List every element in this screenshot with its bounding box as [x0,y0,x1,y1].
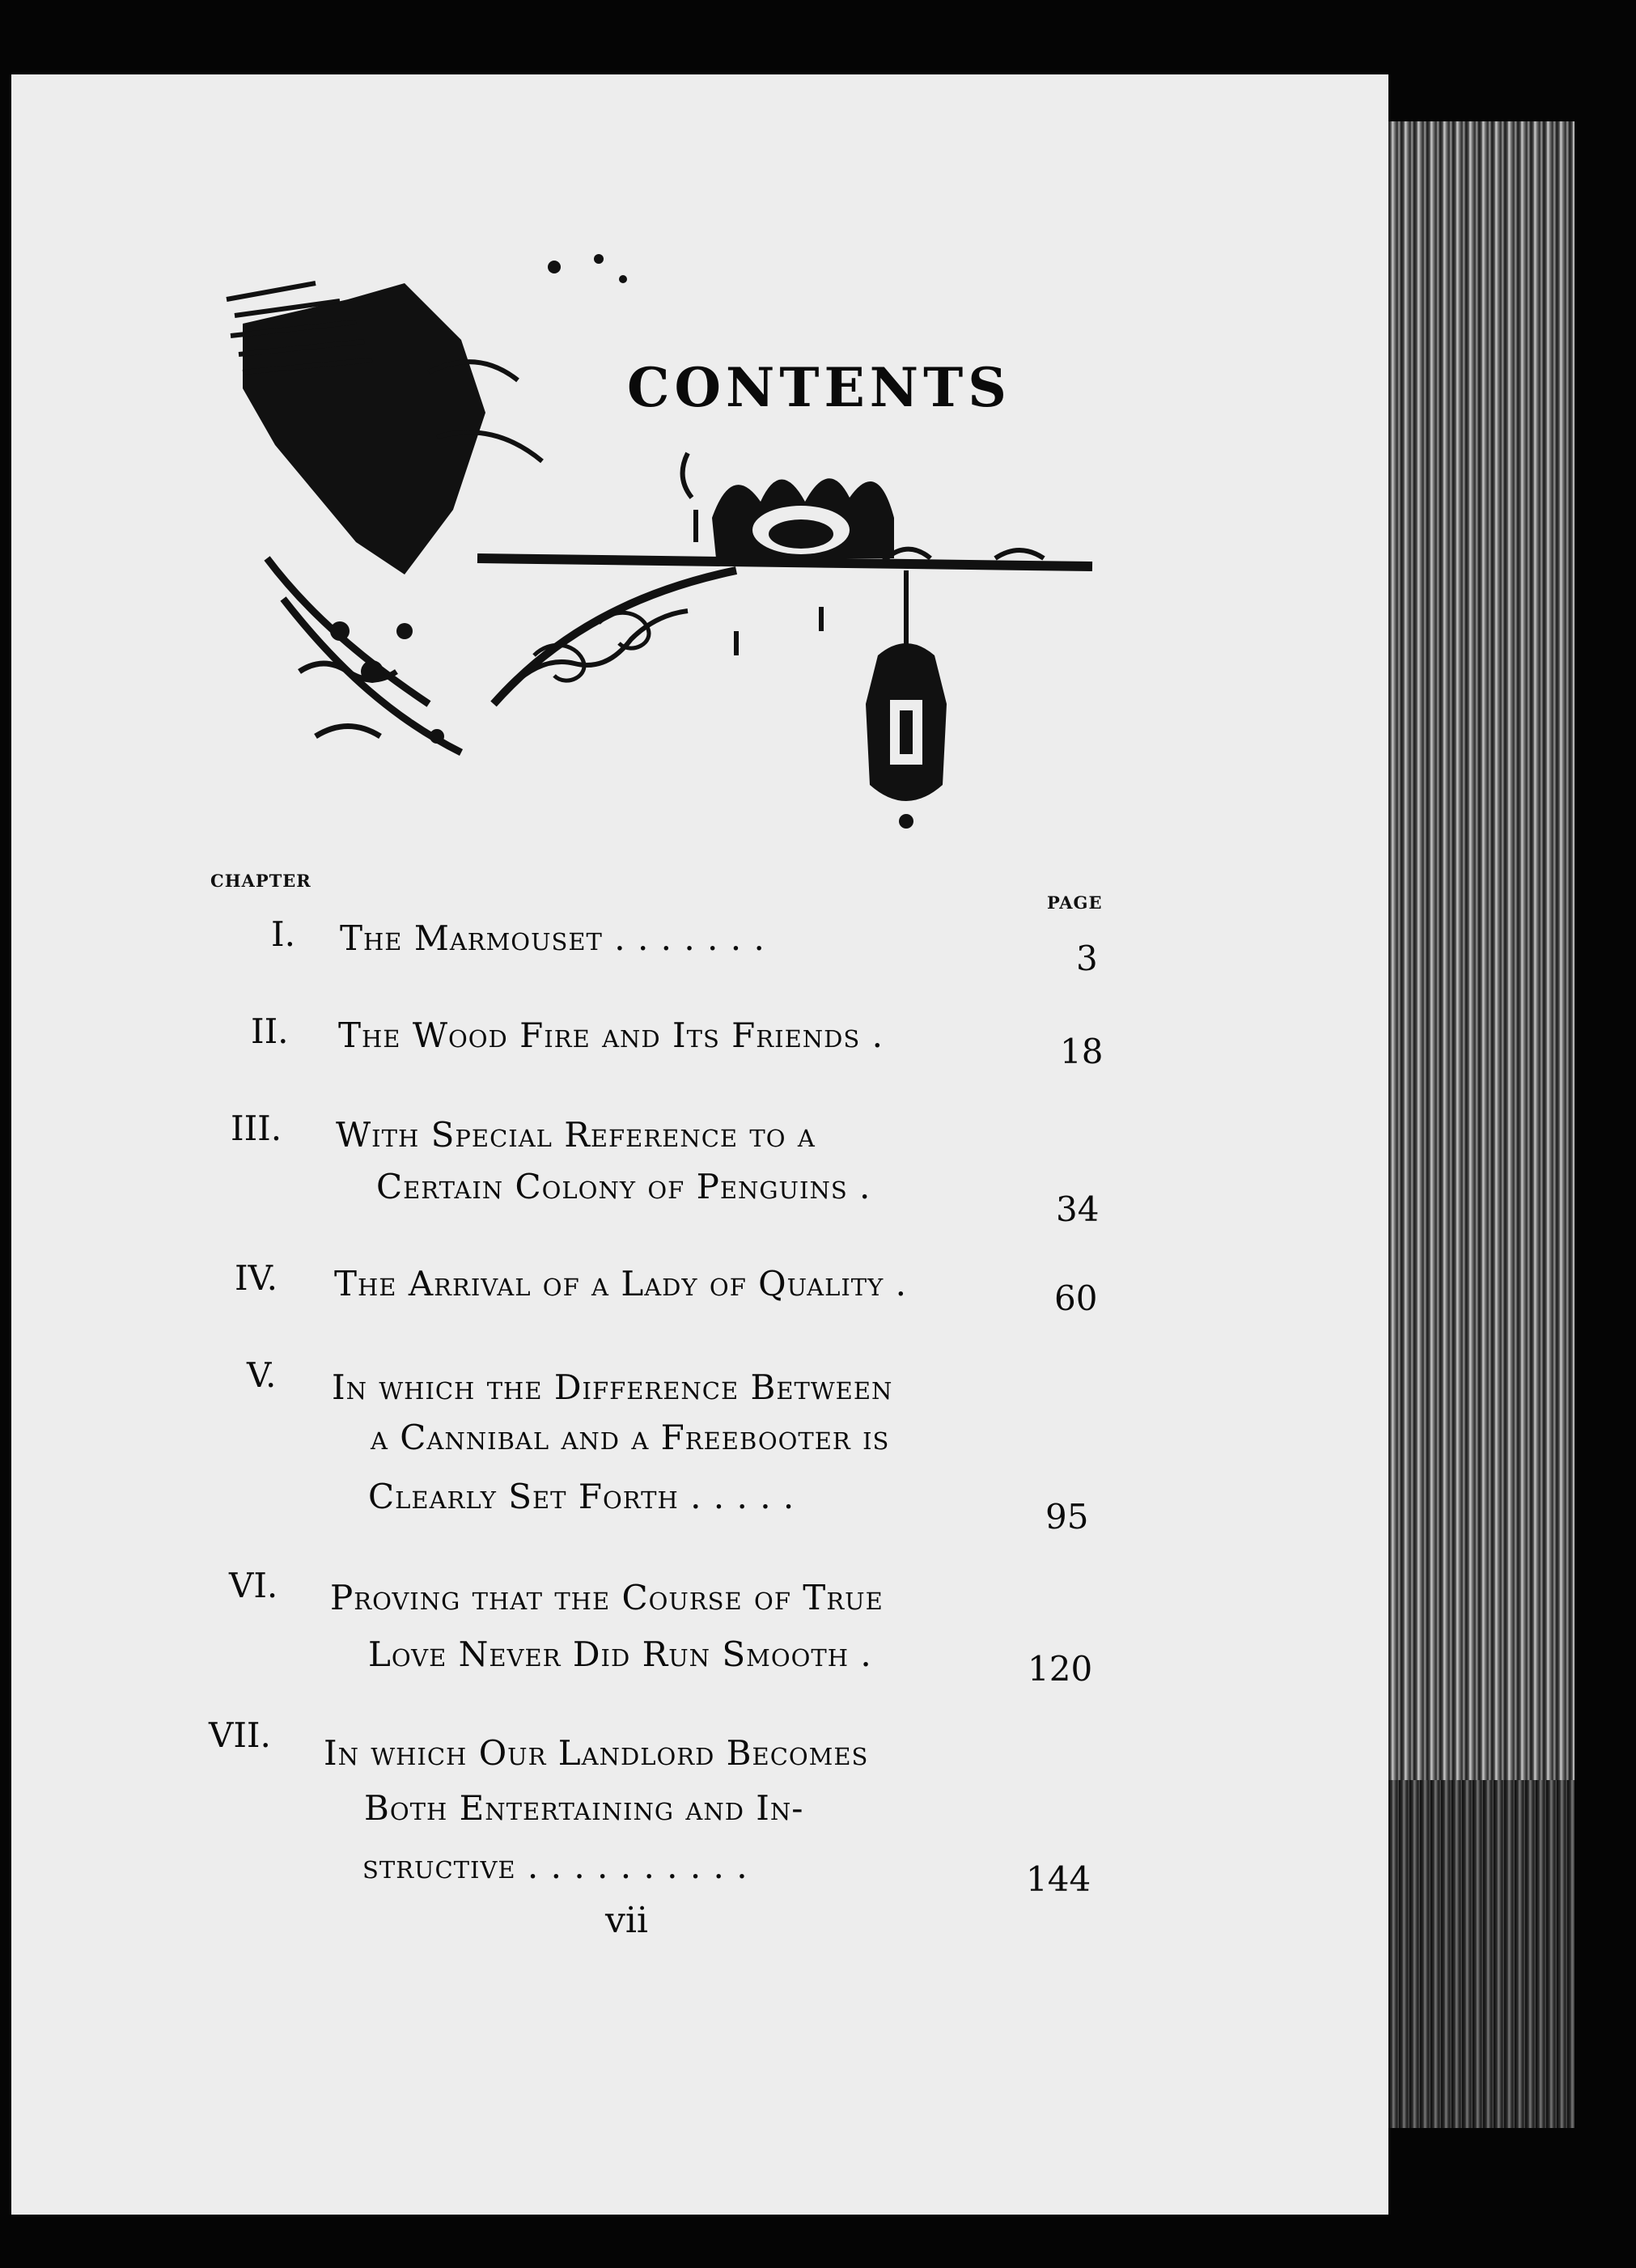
chapter-title: The Arrival of a Lady of Quality . [334,1264,907,1304]
page-number: 95 [1045,1497,1089,1537]
chapter-title: In which the Difference Between [332,1367,893,1407]
chapter-number: VII. [209,1715,271,1755]
chapter-title-continued: Both Entertaining and In- [364,1788,804,1828]
chapter-number: V. [247,1355,277,1395]
page-number: 144 [1026,1859,1091,1899]
page-number: 3 [1076,939,1098,978]
ornament-crown-lantern-bracket-icon [218,251,1108,866]
chapter-title: The Marmouset . . . . . . . [340,918,765,958]
chapter-title-continued: Clearly Set Forth . . . . . [368,1477,795,1516]
page-fore-edge [1388,121,1575,2128]
chapter-number: III. [231,1109,282,1148]
page-fore-edge-lower [1388,1780,1575,2128]
chapter-number: I. [271,914,295,954]
page-number: 34 [1056,1189,1100,1229]
page-title: CONTENTS [627,356,1011,419]
chapter-number: II. [251,1011,289,1051]
chapter-title-continued: a Cannibal and a Freebooter is [371,1418,890,1457]
page-number: 120 [1028,1649,1093,1689]
chapter-title: The Wood Fire and Its Friends . [338,1015,884,1055]
page-column-header: PAGE [1047,892,1103,913]
page-number: 18 [1060,1032,1104,1071]
chapter-title: With Special Reference to a [336,1115,816,1155]
chapter-title: Proving that the Course of True [330,1578,884,1617]
chapter-title-continued: structive . . . . . . . . . . [362,1846,748,1886]
chapter-number: IV. [235,1258,278,1298]
chapter-title: In which Our Landlord Becomes [324,1733,869,1773]
page-folio: vii [605,1900,649,1941]
chapter-title-continued: Love Never Did Run Smooth . [368,1634,872,1674]
chapter-column-header: CHAPTER [210,871,312,891]
chapter-title-continued: Certain Colony of Penguins . [376,1167,871,1206]
page-number: 60 [1054,1278,1098,1318]
chapter-number: VI. [229,1566,278,1605]
